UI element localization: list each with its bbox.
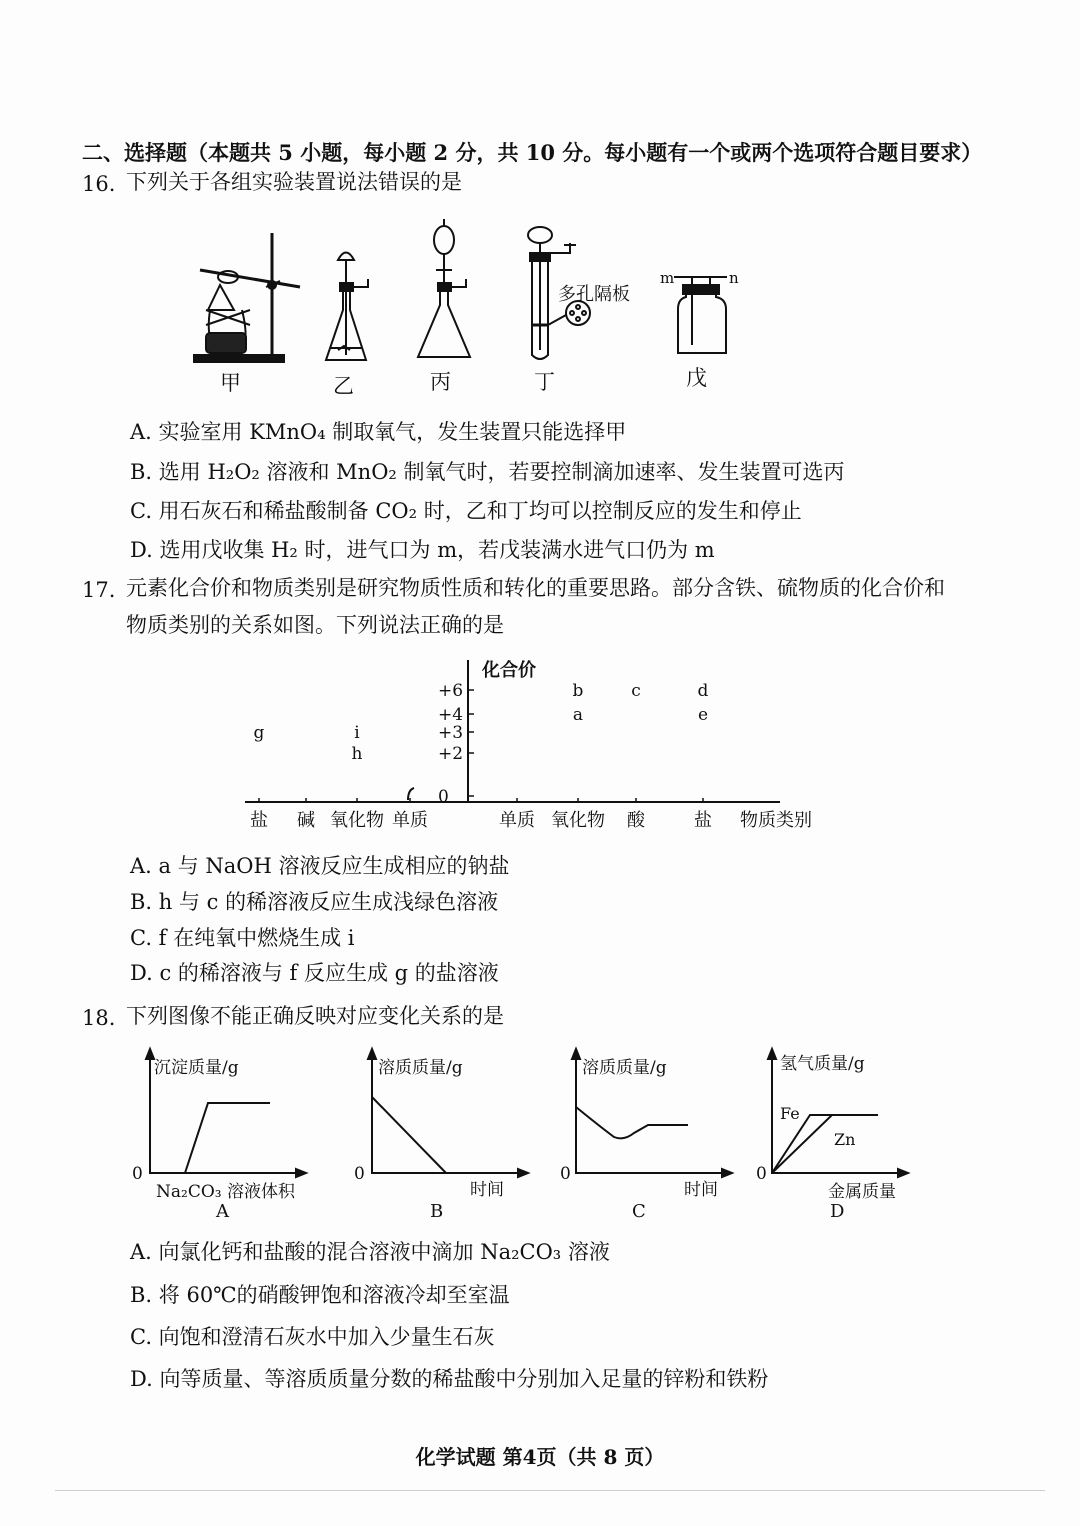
q17-option-c[interactable]: C. f 在纯氧中燃烧生成 i: [130, 926, 355, 950]
graph-c-xlabel: 时间: [684, 1180, 718, 1200]
category-label: 碱: [297, 810, 315, 831]
section-header: 二、选择题（本题共 5 小题，每小题 2 分，共 10 分。每小题有一个或两个选项符合题目要求）: [82, 140, 983, 165]
point-c: c: [631, 681, 641, 701]
graph-d-xlabel: 金属质量: [828, 1182, 896, 1202]
graph-c-ylabel: 溶质质量/g: [582, 1058, 667, 1078]
label-yi: 乙: [333, 374, 354, 398]
graph-d-letter: D: [830, 1201, 845, 1222]
point-i: i: [354, 723, 360, 743]
point-a: a: [572, 705, 584, 725]
q16-option-a[interactable]: A. 实验室用 KMnO₄ 制取氧气，发生装置只能选择甲: [130, 420, 627, 444]
question-18-stem: 下列图像不能正确反映对应变化关系的是: [126, 1004, 504, 1028]
porous-plate-label: 多孔隔板: [558, 284, 630, 305]
graph-b-ylabel: 溶质质量/g: [378, 1058, 463, 1078]
point-h: h: [351, 744, 363, 764]
y-axis-label: 化合价: [482, 660, 536, 681]
apparatus-yi: [326, 253, 368, 361]
graph-c-letter: C: [632, 1201, 646, 1222]
point-e: e: [697, 705, 709, 725]
question-17-number: 17.: [82, 578, 116, 602]
graph-b-letter: B: [430, 1201, 444, 1222]
category-label: 氧化物: [330, 810, 384, 831]
graph-a-letter: A: [216, 1201, 229, 1222]
q18-option-a[interactable]: A. 向氯化钙和盐酸的混合溶液中滴加 Na₂CO₃ 溶液: [130, 1240, 610, 1264]
label-ding: 丁: [534, 370, 555, 394]
label-wu: 戊: [686, 366, 707, 390]
category-label: 单质: [392, 810, 428, 831]
question-17-stem-line2: 物质类别的关系如图。下列说法正确的是: [126, 613, 504, 637]
q18-option-c[interactable]: C. 向饱和澄清石灰水中加入少量生石灰: [130, 1325, 495, 1349]
graph-d-origin: 0: [756, 1164, 767, 1184]
category-label: 氧化物: [551, 810, 605, 831]
q17-option-d[interactable]: D. c 的稀溶液与 f 反应生成 g 的盐溶液: [130, 961, 499, 985]
q18-option-b[interactable]: B. 将 60℃的硝酸钾饱和溶液冷却至室温: [130, 1283, 510, 1307]
graph-d-series-fe: Fe: [780, 1104, 800, 1123]
q16-apparatus-figure: [180, 215, 780, 400]
graph-c-origin: 0: [560, 1164, 571, 1184]
port-n-label: n: [729, 269, 739, 287]
point-b: b: [572, 681, 584, 701]
q17-option-a[interactable]: A. a 与 NaOH 溶液反应生成相应的钠盐: [130, 854, 510, 878]
apparatus-bing: [418, 219, 470, 357]
port-m-label: m: [660, 269, 675, 287]
y-tick-label: +2: [438, 744, 464, 764]
point-g: g: [253, 723, 265, 743]
question-16-number: 16.: [82, 172, 116, 196]
question-17-stem-line1: 元素化合价和物质类别是研究物质性质和转化的重要思路。部分含铁、硫物质的化合价和: [126, 576, 945, 600]
q18-graphs: [120, 1045, 920, 1225]
q16-option-b[interactable]: B. 选用 H₂O₂ 溶液和 MnO₂ 制氧气时，若要控制滴加速率、发生装置可选丙: [130, 460, 845, 484]
apparatus-jia: [194, 233, 300, 362]
graph-a-xlabel: Na₂CO₃ 溶液体积: [156, 1182, 295, 1202]
valence-category-chart: [0, 650, 1080, 840]
graph-d-ylabel: 氢气质量/g: [780, 1054, 865, 1074]
bottom-divider: [55, 1490, 1045, 1491]
apparatus-wu: [674, 277, 727, 353]
graph-a-origin: 0: [132, 1164, 143, 1184]
graph-d-series-zn: Zn: [834, 1130, 856, 1149]
category-label: 盐: [250, 810, 268, 831]
category-label: 酸: [627, 810, 645, 831]
y-tick-label: 0: [438, 787, 449, 807]
y-tick-label: +3: [438, 723, 464, 743]
graph-a-ylabel: 沉淀质量/g: [154, 1058, 239, 1078]
graph-b-xlabel: 时间: [470, 1180, 504, 1200]
q16-option-d[interactable]: D. 选用戊收集 H₂ 时，进气口为 m，若戊装满水进气口仍为 m: [130, 538, 715, 562]
x-axis-label: 物质类别: [740, 810, 812, 831]
point-d: d: [697, 681, 709, 701]
label-bing: 丙: [430, 370, 451, 394]
graph-b-origin: 0: [354, 1164, 365, 1184]
label-jia: 甲: [220, 371, 241, 395]
q18-option-d[interactable]: D. 向等质量、等溶质质量分数的稀盐酸中分别加入足量的锌粉和铁粉: [130, 1367, 769, 1391]
point-f-mark: [408, 788, 414, 800]
category-label: 盐: [694, 810, 712, 831]
category-label: 单质: [499, 810, 535, 831]
y-tick-label: +4: [438, 705, 464, 725]
q16-option-c[interactable]: C. 用石灰石和稀盐酸制备 CO₂ 时，乙和丁均可以控制反应的发生和停止: [130, 499, 802, 523]
question-16-stem: 下列关于各组实验装置说法错误的是: [126, 170, 462, 194]
y-tick-label: +6: [438, 681, 464, 701]
question-18-number: 18.: [82, 1006, 116, 1030]
q17-option-b[interactable]: B. h 与 c 的稀溶液反应生成浅绿色溶液: [130, 890, 499, 914]
page-footer: 化学试题 第4页（共 8 页）: [415, 1445, 665, 1469]
